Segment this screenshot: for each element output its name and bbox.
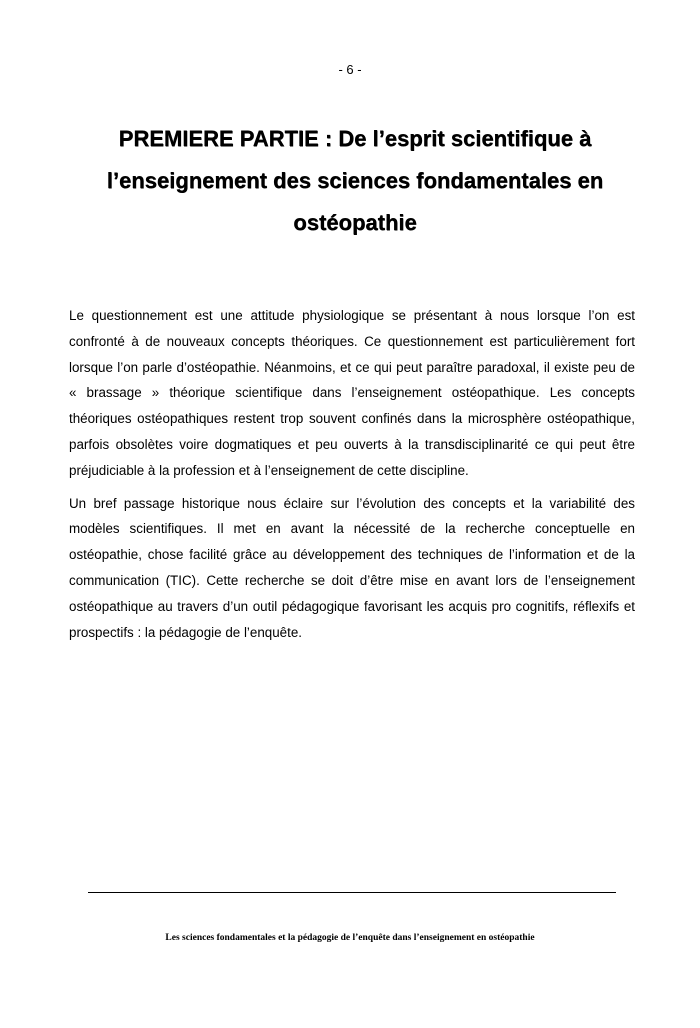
footer-divider — [88, 892, 616, 893]
paragraph-2: Un bref passage historique nous éclaire sur l’évolution des concepts et la variabilité des modèles scientifiques. Il met en avant la nécessité de la recherche conceptuelle en ostéopathie, chose facilité grâce au développement des techniques de l’information et de la communication (TIC). Cette recherche se doit d’être mise en avant lors de l’enseignement ostéopathique au travers d’un outil pédagogique favorisant les acquis pro cognitifs, réflexifs et prospectifs : la pédagogie de l’enquête. — [69, 495, 635, 640]
page-number: - 6 - — [338, 62, 362, 77]
footer-text: Les sciences fondamentales et la pédagogie de l’enquête dans l’enseignement en ostéopathie — [165, 933, 535, 943]
page-title: PREMIERE PARTIE : De l’esprit scientifique à l’enseignement des sciences fondamentales en ostéopathie — [106, 126, 604, 235]
body-text — [69, 303, 635, 652]
paragraph-1: Le questionnement est une attitude physiologique se présentant à nous lorsque l’on est confronté à de nouveaux concepts théoriques. Ce questionnement est particulièrement fort lorsque l’on parle d’ostéopathie. Néanmoins, et ce qui peut paraître paradoxal, il existe peu de « brassage » théorique scientifique dans l’enseignement ostéopathique. Les concepts théoriques ostéopathiques restent trop souvent confinés dans la microsphère ostéopathique, parfois obsolètes voire dogmatiques et peu ouverts à la transdisciplinarité ce qui peut être préjudiciable à la profession et à l’enseignement de cette discipline. — [69, 308, 635, 478]
